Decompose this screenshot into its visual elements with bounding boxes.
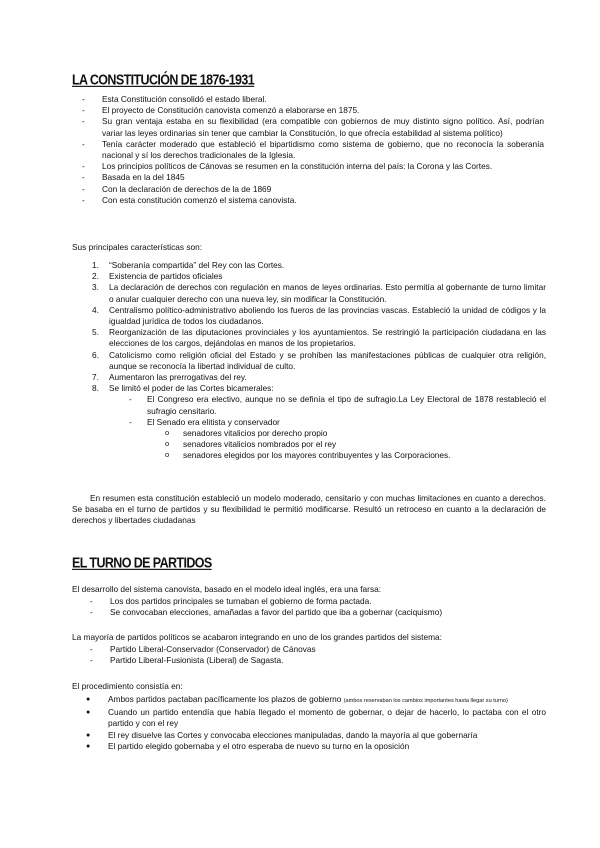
item-number: 2. — [92, 271, 99, 282]
item-number: 3. — [92, 282, 99, 293]
item-text: Reorganización de las diputaciones provinciales y los ayuntamientos. Se restringió la participación ciudadana en las elecciones de los cargos, dejándolas en manos de los propietarios. — [109, 327, 546, 349]
list-item: - Tenía carácter moderado que estableció el bipartidismo como sistema de gobierno, que no reconocía la soberanía nacional y sí los derechos tradicionales de la Iglesia. — [82, 139, 544, 161]
list-item: - Los dos partidos principales se turnaban el gobierno de forma pactada. — [90, 596, 546, 607]
characteristics-intro: Sus principales características son: — [72, 242, 203, 252]
parties-intro: La mayoría de partidos políticos se acabaron integrando en uno de los grandes partidos del sistema: — [72, 632, 442, 642]
item-number: 7. — [92, 372, 99, 383]
list-item — [92, 271, 546, 282]
list-item: - Partido Liberal-Conservador (Conservador) de Cánovas — [90, 644, 546, 655]
congreso-item: - El Congreso era electivo, aunque no se definía el tipo de sufragio.La Ley Electoral de 1878 restableció el sufragio censitario. — [129, 394, 546, 416]
list-item: o senadores vitalicios nombrados por el rey — [165, 439, 546, 450]
list-item — [86, 694, 546, 707]
list-item: ● El partido elegido gobernaba y el otro esperaba de nuevo su turno en la oposición — [86, 741, 546, 752]
item-text: “Soberanía compartida” del Rey con las Cortes. — [109, 260, 285, 270]
parties-list — [90, 644, 546, 666]
section-title-constitucion: LA CONSTITUCIÓN DE 1876-1931 — [72, 72, 255, 89]
turno-intro-list — [90, 596, 546, 618]
item-text: Se limitó el poder de las Cortes bicamerales: — [109, 383, 274, 394]
list-item: - Esta Constitución consolidó el estado liberal. — [82, 94, 544, 105]
item-number: 6. — [92, 349, 99, 360]
list-item: - Su gran ventaja estaba en su flexibilidad (era compatible con gobiernos de muy distinto signo político. Así, podrían variar las leyes ordinarias sin tener que cambiar la Constitución, lo que ofrecía estabilidad al sistema político) — [82, 116, 544, 138]
list-item: o senadores elegidos por los mayores contribuyentes y las Corporaciones. — [165, 450, 546, 461]
list-item: - El proyecto de Constitución canovista comenzó a elaborarse en 1875. — [82, 105, 544, 116]
item-number: 1. — [92, 260, 99, 270]
list-item: - Los principios políticos de Cánovas se resumen en la constitución interna del país: la Corona y las Cortes. — [82, 161, 544, 172]
list-item: ● El rey disuelve las Cortes y convocaba elecciones manipuladas, dando la mayoría al que gobernaría — [86, 730, 546, 741]
list-item: ● Cuando un partido entendía que había llegado el momento de gobernar, o dejar de hacerlo, lo pactaba con el otro partido y con el rey — [86, 707, 546, 729]
item-text: La declaración de derechos con regulación en manos de leyes ordinarias. Esto permitía al gobernante de turno limitar o anular cualquier derecho con una nueva ley, sin modificar la Constitución. — [109, 282, 546, 304]
item-text: Aumentaron las prerrogativas del rey. — [109, 372, 247, 383]
list-item — [92, 350, 546, 372]
list-item — [92, 383, 546, 461]
list-item — [92, 282, 546, 304]
item-number: 4. — [92, 304, 99, 315]
constitution-points-list — [82, 94, 544, 206]
list-item: - Partido Liberal-Fusionista (Liberal) de Sagasta. — [90, 655, 546, 666]
summary-paragraph: En resumen esta constitución estableció un modelo moderado, censitario y con muchas limitaciones en cuanto a derechos. Se basaba en el turno de partidos y su flexibilidad le permitió modificarse. Resultó un retroceso en cuanto a la declaración de derechos y libertades ciudadanas — [72, 493, 546, 526]
procedure-list — [86, 694, 546, 752]
item-text: Existencia de partidos oficiales — [109, 271, 223, 282]
list-item: - Con esta constitución comenzó el sistema canovista. — [82, 195, 544, 206]
item-number: 8. — [92, 383, 99, 394]
list-item — [92, 305, 546, 327]
section-title-turno: EL TURNO DE PARTIDOS — [72, 555, 212, 572]
list-item — [92, 327, 546, 349]
procedure-intro: El procedimiento consistía en: — [72, 681, 183, 691]
list-item: - Se convocaban elecciones, amañadas a favor del partido que iba a gobernar (caciquismo) — [90, 607, 546, 618]
item-text: Centralismo político-administrativo aboliendo los fueros de las provincias vascas. Estableció la unidad de códigos y la igualdad jurídica de todos los ciudadanos. — [109, 304, 546, 327]
turno-intro: El desarrollo del sistema canovista, basado en el modelo ideal inglés, era una farsa: — [72, 584, 382, 594]
procedure-note: (ambos reservaban los cambios importantes hasta llegar su turno) — [343, 698, 508, 704]
senado-item — [129, 417, 546, 462]
senadores-list — [147, 428, 546, 462]
senado-text: El Senado era elitista y conservador — [147, 416, 280, 427]
procedure-text: Ambos partidos pactaban pacíficamente los plazos de gobierno — [108, 694, 344, 704]
item-number: 5. — [92, 327, 99, 338]
characteristics-list — [92, 260, 546, 462]
list-item — [92, 260, 546, 271]
list-item: - Basada en la del 1845 — [82, 172, 544, 183]
cortes-sublist — [109, 394, 546, 461]
item-text: Catolicismo como religión oficial del Estado y se prohíben las manifestaciones públicas de cualquier otra religión, aunque se reconocía la libertad individual de culto. — [109, 349, 546, 371]
list-item: - Con la declaración de derechos de la de 1869 — [82, 184, 544, 195]
list-item: o senadores vitalicios por derecho propio — [165, 428, 546, 439]
list-item — [92, 372, 546, 383]
